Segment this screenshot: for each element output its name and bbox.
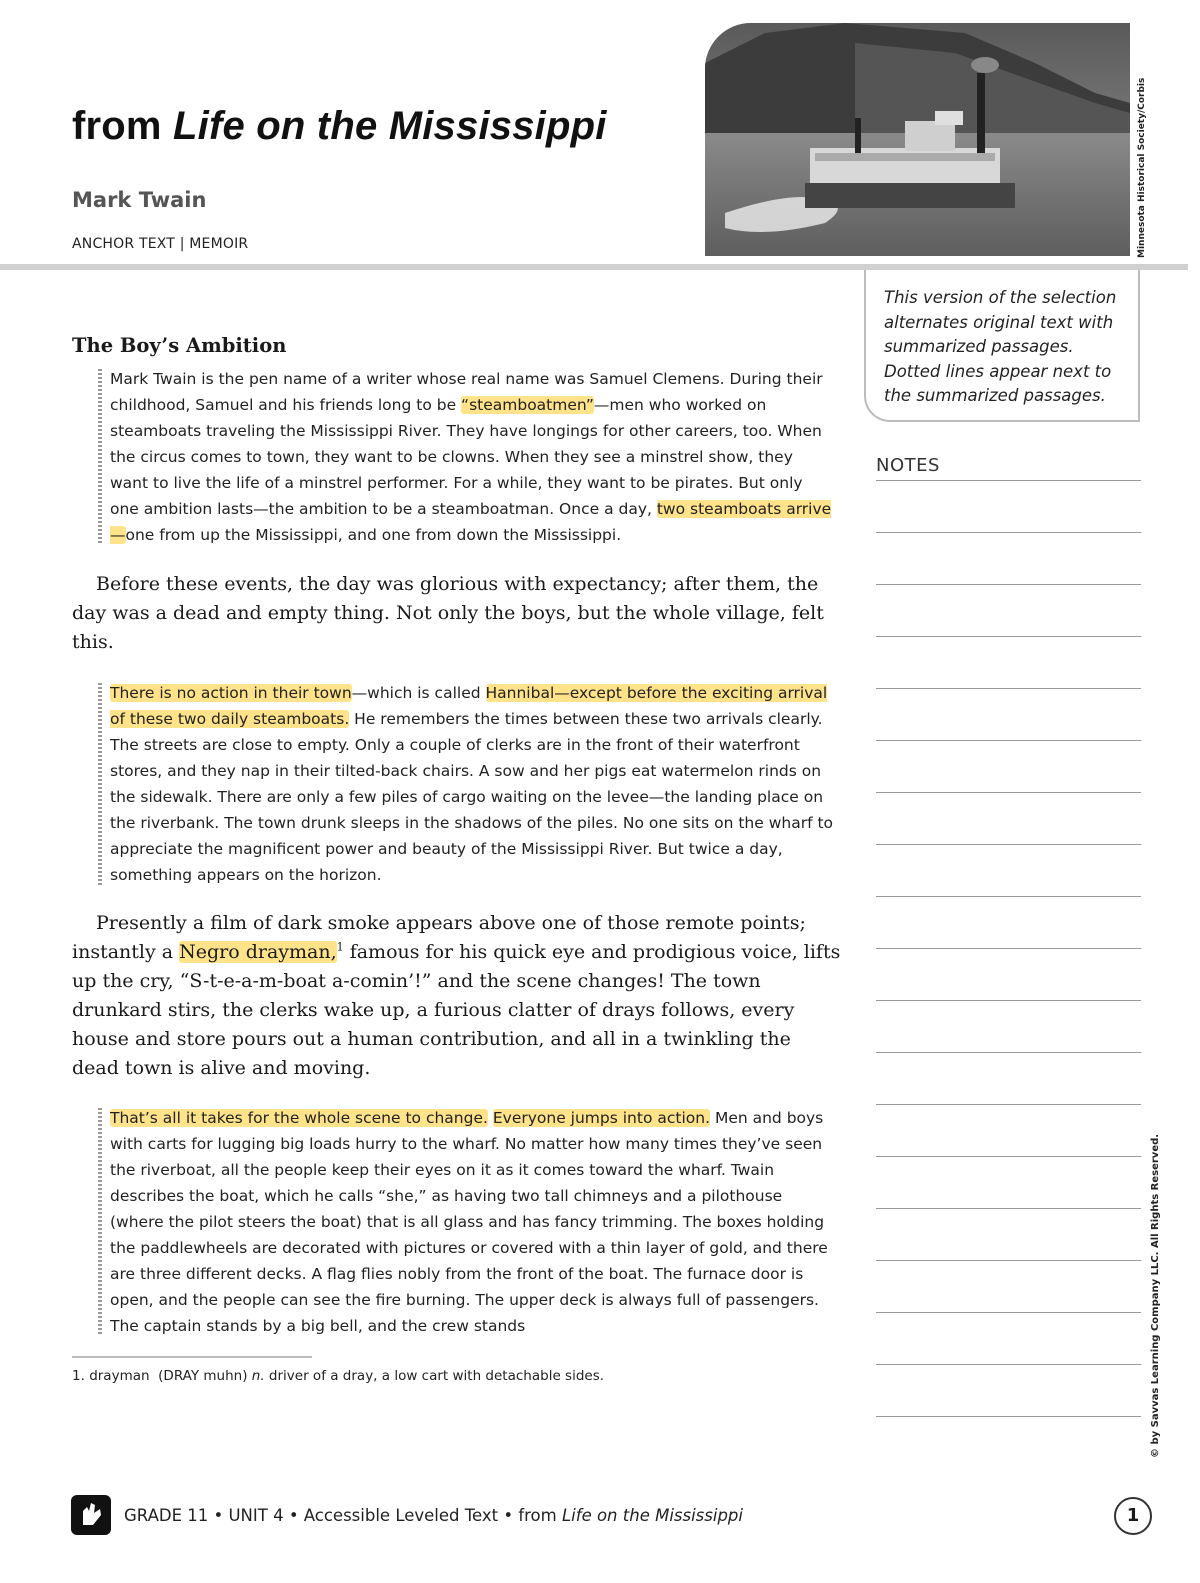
original-text: famous for his quick eye and prodigious voice, lifts up the cry, “S-t-e-a-m-boat a-comin’!” and the scene changes! The town drunkard stirs, the clerks wake up, a furious clatter of drays follows, every house and store pours out a human contribution, and all in a twinkling the dead town is alive and moving.: [72, 941, 841, 1079]
summary-text: one from up the Mississippi, and one from down the Mississippi.: [125, 526, 622, 544]
summary-text: —which is called: [351, 684, 486, 702]
genre-label: ANCHOR TEXT | MEMOIR: [72, 236, 249, 252]
selection-note-callout: This version of the selection alternates original text with summarized passages. Dotted lines appear next to the summarized passages.: [864, 270, 1140, 422]
title-italic: Life on the Mississippi: [173, 104, 607, 148]
notes-line: [876, 1416, 1141, 1417]
summary-text: Men and boys with carts for lugging big loads hurry to the wharf. No matter how many times they’ve seen the riverboat, all the people keep their eyes on it as it comes toward the wharf. Twain describes the boat, which he calls “she,” as having two tall chimneys and a pilothouse (where the pilot steers the boat) that is all glass and has fancy trimming. The boxes holding the paddlewheels are decorated with pictures or covered with a thin layer of gold, and there are three different decks. A flag flies nobly from the front of the boat. The furnace door is open, and the people can see the fire burning. The upper deck is always full of passengers. The captain stands by a big bell, and the crew stands: [110, 1109, 828, 1335]
highlight: “steamboatmen”: [461, 396, 594, 414]
original-passage-2: [72, 909, 842, 1083]
summary-text: Mark Twain is the pen name of a writer whose real name was Samuel Clemens. During their childhood, Samuel and his friends long to be: [110, 370, 823, 414]
footer-text: [124, 1506, 743, 1525]
original-text: Before these events, the day was glorious with expectancy; after them, the day was a dead and empty thing. Not only the boys, but the whole village, felt this.: [72, 573, 824, 653]
highlight: Everyone jumps into action.: [492, 1109, 711, 1127]
footnote-term: drayman: [89, 1368, 150, 1384]
notes-line: [876, 636, 1141, 637]
page-title: [72, 104, 607, 149]
original-text: Presently a film of dark smoke appears above one of those remote points; instantly a: [72, 912, 806, 963]
notes-line: [876, 532, 1141, 533]
original-passage-1: [72, 570, 842, 657]
summary-passage-1: [98, 366, 834, 548]
highlight: That’s all it takes for the whole scene to change.: [110, 1109, 488, 1127]
highlight: Negro drayman,: [179, 941, 337, 963]
footer-prefix: GRADE 11 • UNIT 4 • Accessible Leveled Text • from: [124, 1506, 562, 1525]
title-prefix: from: [72, 104, 173, 148]
notes-line: [876, 584, 1141, 585]
author: Mark Twain: [72, 188, 207, 212]
notes-line: [876, 792, 1141, 793]
steamboat-photo: [705, 23, 1130, 256]
footnote-definition: driver of a dray, a low cart with detachable sides.: [268, 1368, 605, 1384]
section-heading: The Boy’s Ambition: [72, 334, 287, 357]
notes-heading: NOTES: [876, 455, 940, 476]
notes-line: [876, 1312, 1141, 1313]
highlight: two steamboats arrive—: [110, 500, 832, 544]
publisher-logo-icon: [71, 1495, 111, 1535]
notes-line: [876, 1104, 1141, 1105]
photo-credit: Minnesota Historical Society/Corbis: [1137, 77, 1147, 258]
copyright-notice: © by Savvas Learning Company LLC. All Rights Reserved.: [1150, 1133, 1161, 1458]
footnote-divider: [72, 1356, 312, 1358]
notes-line: [876, 1000, 1141, 1001]
summary-passage-2: [98, 680, 834, 888]
highlight: There is no action in their town: [110, 684, 352, 702]
page-number: 1: [1114, 1497, 1152, 1535]
footnote-ref[interactable]: 1: [336, 940, 344, 954]
footnote-pronunciation: (DRAY muhn): [158, 1368, 248, 1384]
notes-line: [876, 1052, 1141, 1053]
summary-text: He remembers the times between these two arrivals clearly. The streets are close to empty. Only a couple of clerks are in the front of their waterfront stores, and they nap in their tilted-back chairs. A sow and her pigs eat watermelon rinds on the sidewalk. There are only a few piles of cargo waiting on the levee—the landing place on the riverbank. The town drunk sleeps in the shadows of the piles. No one sits on the wharf to appreciate the magnificent power and beauty of the Mississippi River. But twice a day, something appears on the horizon.: [110, 710, 834, 884]
notes-line: [876, 740, 1141, 741]
summary-passage-3: [98, 1105, 834, 1339]
notes-line: [876, 480, 1141, 481]
summary-text: —men who worked on steamboats traveling the Mississippi River. They have longings for other careers, too. When the circus comes to town, they want to be clowns. When they see a minstrel show, they want to live the life of a minstrel performer. For a while, they want to be pirates. But only one ambition lasts—the ambition to be a steamboatman. Once a day,: [110, 396, 822, 518]
notes-line: [876, 948, 1141, 949]
footnote-number: 1.: [72, 1368, 85, 1384]
footer-italic: Life on the Mississippi: [561, 1506, 743, 1525]
highlight: Hannibal—except before the exciting arrival of these two daily steamboats.: [110, 684, 828, 728]
footnote: [72, 1368, 604, 1384]
footnote-part-of-speech: n.: [251, 1368, 265, 1384]
notes-line: [876, 1260, 1141, 1261]
notes-line: [876, 1156, 1141, 1157]
notes-line: [876, 688, 1141, 689]
steamboat-illustration: [705, 23, 1130, 256]
notes-line: [876, 896, 1141, 897]
notes-line: [876, 1208, 1141, 1209]
notes-line: [876, 1364, 1141, 1365]
notes-line: [876, 844, 1141, 845]
